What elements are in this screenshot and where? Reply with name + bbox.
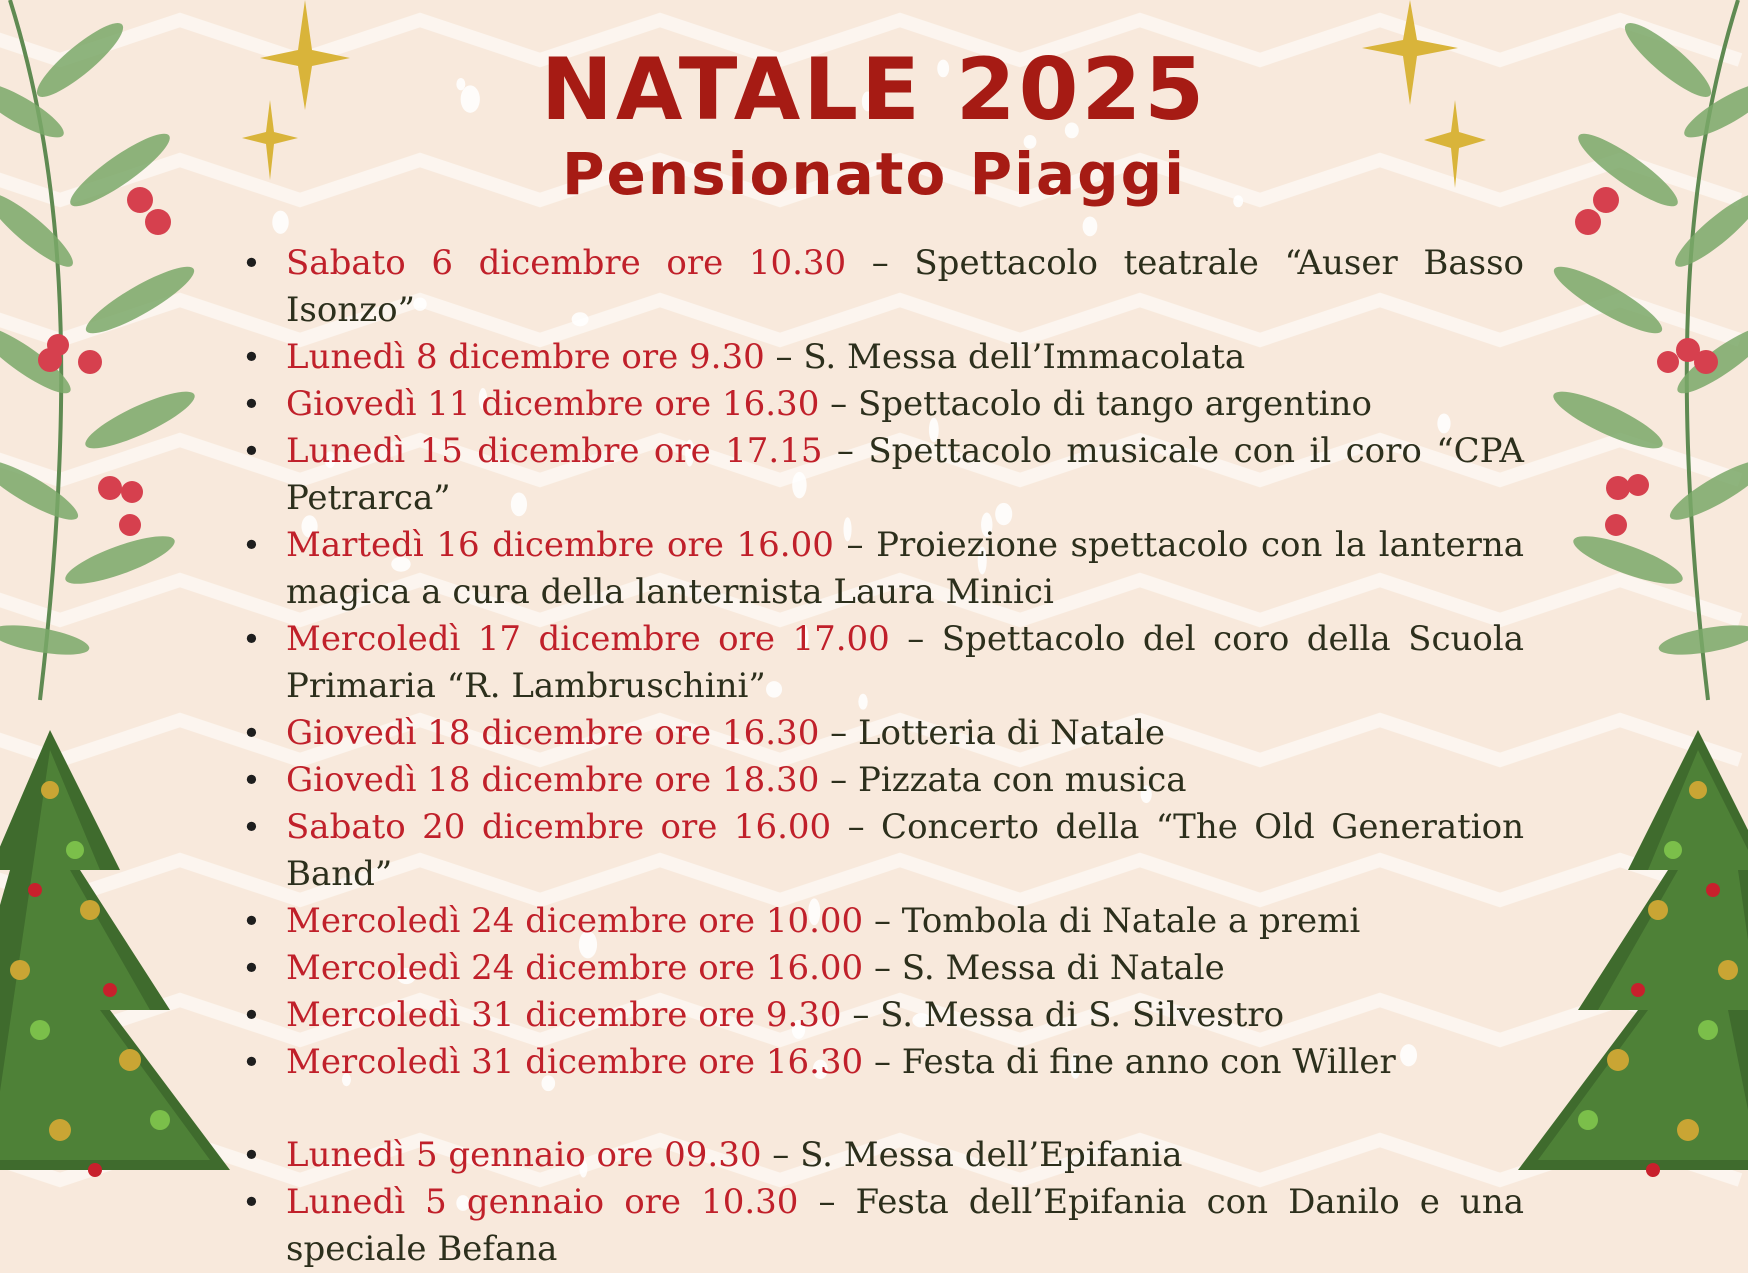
- event-item: [234, 381, 1524, 428]
- event-description: – Festa dell’Epifania con Danilo e una speciale Befana: [286, 1182, 1524, 1269]
- event-item: [234, 428, 1524, 522]
- event-date: Giovedì 18 dicembre ore 16.30: [286, 713, 820, 753]
- event-item: [234, 334, 1524, 381]
- event-item: [234, 1179, 1524, 1273]
- event-description: – Tombola di Natale a premi: [863, 901, 1361, 941]
- christmas-tree-left-icon: [0, 730, 250, 1240]
- event-item: [234, 1132, 1524, 1179]
- event-date: Mercoledì 31 dicembre ore 9.30: [286, 995, 842, 1035]
- event-item: [234, 898, 1524, 945]
- event-date: Lunedì 5 gennaio ore 10.30: [286, 1182, 799, 1222]
- event-description: – Proiezione spettacolo con la lanterna magica a cura della lanternista Laura Minici: [286, 525, 1524, 612]
- event-date: Mercoledì 31 dicembre ore 16.30: [286, 1042, 864, 1082]
- event-description: – S. Messa di S. Silvestro: [841, 995, 1285, 1035]
- event-date: Sabato 20 dicembre ore 16.00: [286, 807, 832, 847]
- event-item: [234, 757, 1524, 804]
- event-description: – Festa di fine anno con Willer: [863, 1042, 1396, 1082]
- event-description: – S. Messa di Natale: [863, 948, 1225, 988]
- event-item: [234, 1039, 1524, 1086]
- event-description: – Pizzata con musica: [819, 760, 1187, 800]
- event-date: Martedì 16 dicembre ore 16.00: [286, 525, 834, 565]
- event-item: [234, 616, 1524, 710]
- christmas-tree-right-icon: [1498, 730, 1748, 1240]
- event-description: – Spettacolo di tango argentino: [819, 384, 1372, 424]
- event-date: Lunedì 5 gennaio ore 09.30: [286, 1135, 762, 1175]
- event-date: Mercoledì 24 dicembre ore 10.00: [286, 901, 864, 941]
- event-item: [234, 804, 1524, 898]
- event-item: [234, 240, 1524, 334]
- event-date: Giovedì 11 dicembre ore 16.30: [286, 384, 820, 424]
- event-description: – S. Messa dell’Immacolata: [764, 337, 1246, 377]
- event-description: – Lotteria di Natale: [819, 713, 1166, 753]
- event-description: – Spettacolo musicale con il coro “CPA Petrarca”: [286, 431, 1524, 518]
- event-description: – S. Messa dell’Epifania: [761, 1135, 1183, 1175]
- event-item: [234, 945, 1524, 992]
- event-item: [234, 710, 1524, 757]
- event-description: – Concerto della “The Old Generation Band”: [286, 807, 1524, 894]
- event-item: [234, 992, 1524, 1039]
- event-date: Lunedì 8 dicembre ore 9.30: [286, 337, 765, 377]
- event-date: Sabato 6 dicembre ore 10.30: [286, 243, 847, 283]
- event-date: Mercoledì 24 dicembre ore 16.00: [286, 948, 864, 988]
- page-subtitle: Pensionato Piaggi: [561, 140, 1187, 208]
- snow-dot: [1083, 217, 1098, 237]
- event-description: – Spettacolo del coro della Scuola Primaria “R. Lambruschini”: [286, 619, 1524, 706]
- event-date: Giovedì 18 dicembre ore 18.30: [286, 760, 820, 800]
- snow-dot: [272, 211, 288, 234]
- event-date: Lunedì 15 dicembre ore 17.15: [286, 431, 823, 471]
- event-description: – Spettacolo teatrale “Auser Basso Isonzo”: [286, 243, 1524, 330]
- page-title: NATALE 2025: [540, 40, 1208, 140]
- event-date: Mercoledì 17 dicembre ore 17.00: [286, 619, 890, 659]
- event-list: [234, 240, 1524, 1273]
- event-item: [234, 522, 1524, 616]
